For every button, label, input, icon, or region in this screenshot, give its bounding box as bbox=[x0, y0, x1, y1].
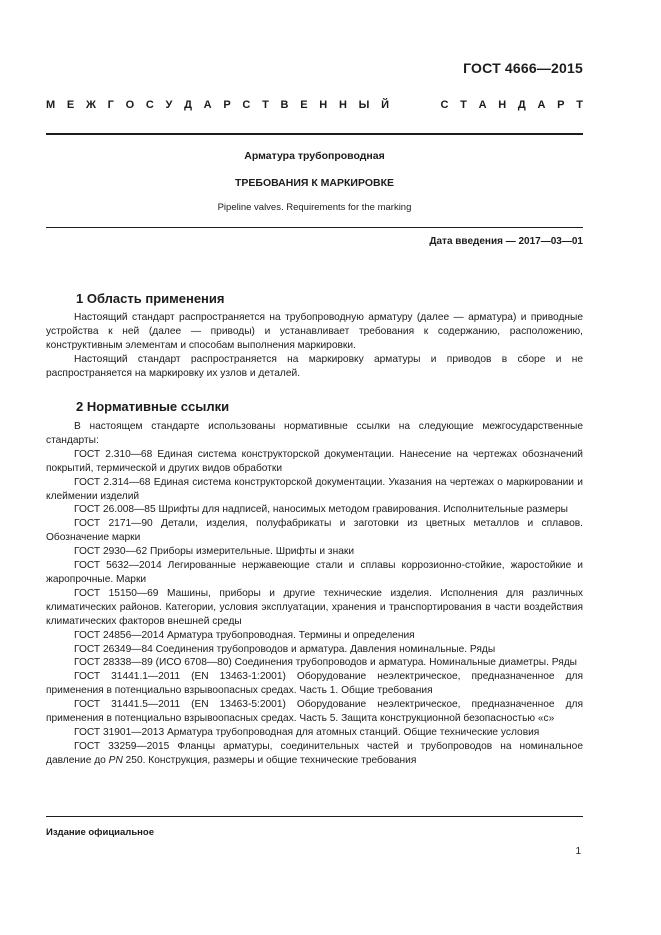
reference-item: ГОСТ 15150—69 Машины, приборы и другие технические изделия. Исполнения для различных климатических районов. Категории, условия эксплуатации, хранения и транспортирования в части воздействия климатических факторов внешней среды bbox=[46, 587, 583, 627]
footer-rule bbox=[46, 816, 583, 817]
official-edition-label: Издание официальное bbox=[46, 827, 154, 838]
reference-item: ГОСТ 2171—90 Детали, изделия, полуфабрикаты и заготовки из цветных металлов и сплавов. Обозначение марки bbox=[46, 518, 583, 544]
document-topic: ТРЕБОВАНИЯ К МАРКИРОВКЕ bbox=[234, 177, 394, 189]
introduction-date: Дата введения — 2017—03—01 bbox=[429, 236, 583, 247]
reference-item: ГОСТ 2930—62 Приборы измерительные. Шрифты и знаки bbox=[74, 546, 355, 558]
standard-code: ГОСТ 4666—2015 bbox=[463, 60, 583, 76]
section-2-title: 2 Нормативные ссылки bbox=[76, 399, 230, 414]
interstate-standard-heading bbox=[46, 99, 583, 111]
heading-letter: Ы bbox=[358, 99, 370, 111]
heading-letter: Р bbox=[223, 99, 231, 111]
heading-letter: Е bbox=[66, 99, 75, 111]
heading-letter: А bbox=[478, 99, 487, 111]
section-1-body bbox=[46, 311, 583, 381]
heading-letter: А bbox=[537, 99, 546, 111]
document-subject: Арматура трубопроводная bbox=[244, 150, 385, 162]
heading-letter: С bbox=[440, 99, 449, 111]
reference-item: ГОСТ 24856—2014 Арматура трубопроводная. Термины и определения bbox=[74, 629, 415, 641]
reference-item: ГОСТ 31441.5—2011 (EN 13463-5:2001) Оборудование неэлектрическое, предназначенное для применения в потенциально взрывоопасных средах. Часть 5. Защита конструкционной безопасностью «с» bbox=[46, 699, 583, 725]
heading-letter: С bbox=[145, 99, 154, 111]
reference-item: ГОСТ 26349—84 Соединения трубопроводов и арматура. Давления номинальные. Ряды bbox=[74, 643, 496, 655]
reference-item: ГОСТ 2.314—68 Единая система конструкторской документации. Указания на чертежах о маркировании и клеймении изделий bbox=[46, 476, 583, 502]
english-title: Pipeline valves. Requirements for the marking bbox=[217, 202, 412, 213]
heading-letter: Д bbox=[184, 99, 192, 111]
title-rule bbox=[46, 227, 583, 228]
reference-item: ГОСТ 5632—2014 Легированные нержавеющие стали и сплавы коррозионно-стойкие, жаростойкие и жаропрочные. Марки bbox=[46, 560, 583, 585]
heading-letter: С bbox=[242, 99, 251, 111]
heading-letter: Н bbox=[319, 99, 328, 111]
section-2-body bbox=[46, 420, 583, 768]
reference-item-last: ГОСТ 33259—2015 Фланцы арматуры, соединительных частей и трубопроводов на номинальное давление до PN 250. Конструкция, размеры и общие технические требования bbox=[46, 740, 583, 766]
reference-item: ГОСТ 31901—2013 Арматура трубопроводная для атомных станций. Общие технические условия bbox=[74, 726, 540, 738]
heading-letter: Т bbox=[576, 99, 583, 111]
heading-letter: М bbox=[46, 99, 56, 111]
reference-item: ГОСТ 31441.1—2011 (EN 13463-1:2001) Оборудование неэлектрическое, предназначенное для применения в потенциально взрывоопасных средах. Часть 1. Общие требования bbox=[46, 671, 583, 697]
refs-intro: В настоящем стандарте использованы нормативные ссылки на следующие межгосударственные стандарты: bbox=[46, 421, 583, 446]
word-gap bbox=[401, 99, 429, 111]
heading-letter: Е bbox=[300, 99, 308, 111]
reference-item: ГОСТ 28338—89 (ИСО 6708—80) Соединения трубопроводов и арматура. Номинальные диаметры. Ряды bbox=[74, 657, 577, 669]
heading-letter: В bbox=[280, 99, 289, 111]
heading-letter: Т bbox=[262, 99, 269, 111]
heading-letter: А bbox=[203, 99, 212, 111]
heading-letter: Ж bbox=[85, 99, 96, 111]
header-rule bbox=[46, 133, 583, 135]
paragraph: Настоящий стандарт распространяется на трубопроводную арматуру (далее — арматура) и приводные устройства к ней (далее — приводы) и устанавливает требования к содержанию, расположению, конструктивным элементам и способам выполнения маркировки. bbox=[46, 312, 583, 351]
heading-letter: О bbox=[125, 99, 135, 111]
heading-letter: Т bbox=[460, 99, 467, 111]
section-1-title: 1 Область применения bbox=[76, 291, 225, 306]
heading-letter: Р bbox=[557, 99, 565, 111]
heading-letter: Н bbox=[338, 99, 347, 111]
heading-letter: Н bbox=[498, 99, 507, 111]
reference-item: ГОСТ 26.008—85 Шрифты для надписей, наносимых методом гравирования. Исполнительные размеры bbox=[74, 504, 568, 516]
heading-letter: Й bbox=[381, 99, 390, 111]
heading-letter: У bbox=[165, 99, 173, 111]
paragraph: Настоящий стандарт распространяется на маркировку арматуры и приводов в сборе и не распространяется на маркировку их узлов и деталей. bbox=[46, 353, 583, 379]
page-number: 1 bbox=[575, 846, 581, 857]
heading-letter: Г bbox=[107, 99, 114, 111]
reference-item: ГОСТ 2.310—68 Единая система конструкторской документации. Нанесение на чертежах обозначений покрытий, термической и других видов обработки bbox=[46, 448, 583, 474]
heading-letter: Д bbox=[517, 99, 526, 111]
